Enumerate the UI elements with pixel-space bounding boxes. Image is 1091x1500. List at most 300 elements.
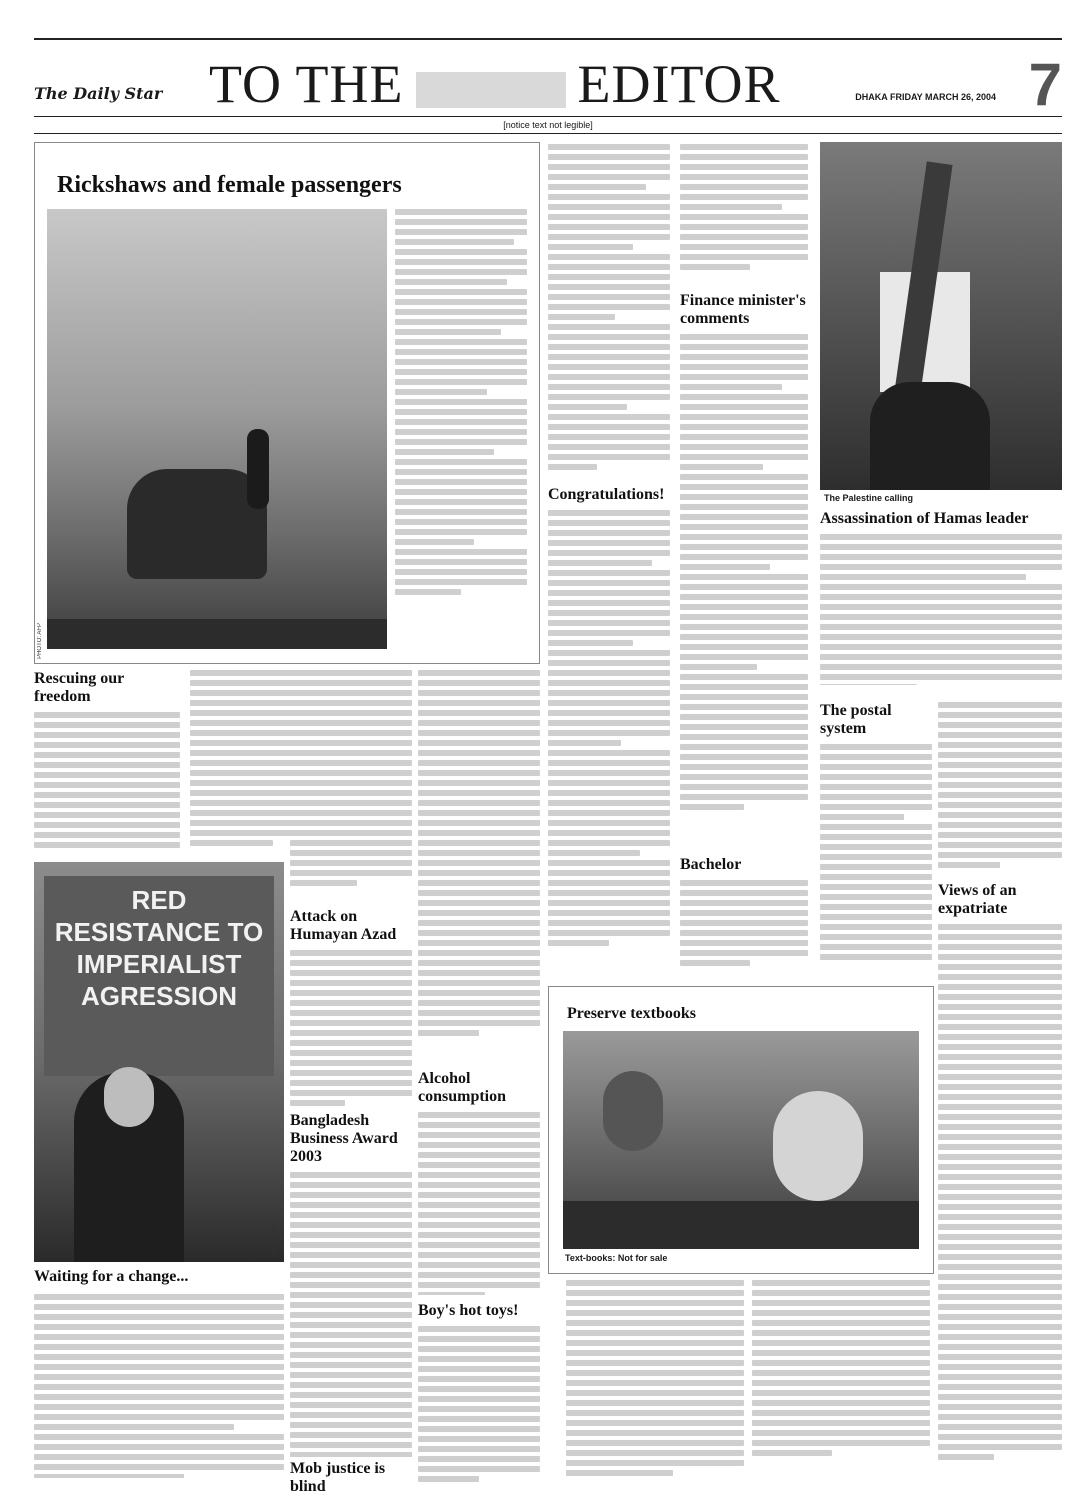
text-line [938, 762, 1062, 768]
text-line [680, 354, 808, 360]
text-line [566, 1360, 744, 1366]
rickshaw-silhouette [127, 469, 267, 579]
text-line [418, 970, 540, 976]
text-line [938, 1424, 1062, 1430]
text-line [34, 1324, 284, 1330]
text-line [548, 354, 670, 360]
text-line [34, 1294, 284, 1300]
text-line [566, 1440, 744, 1446]
text-line [820, 584, 1062, 590]
text-line [418, 1376, 540, 1382]
text-line [566, 1370, 744, 1376]
text-line [680, 394, 808, 400]
text-line [548, 650, 670, 656]
text-line [290, 1432, 412, 1438]
letter-column-top-right [680, 144, 808, 284]
text-line [752, 1360, 930, 1366]
text-line [34, 1354, 284, 1360]
text-line [418, 1262, 540, 1268]
text-line [938, 792, 1062, 798]
text-line [418, 1476, 479, 1482]
text-line [290, 870, 412, 876]
text-line [938, 1294, 1062, 1300]
text-line [820, 614, 1062, 620]
text-line [680, 184, 808, 190]
text-line [938, 1064, 1062, 1070]
text-line [938, 994, 1062, 1000]
masthead [34, 51, 1062, 118]
text-line [418, 810, 540, 816]
text-line [395, 579, 527, 585]
text-line [820, 824, 932, 830]
text-line [938, 772, 1062, 778]
text-line [820, 604, 1062, 610]
text-line [418, 1202, 540, 1208]
text-line [418, 760, 540, 766]
text-line [290, 1090, 412, 1096]
text-line [290, 820, 412, 826]
text-line [548, 244, 633, 250]
text-line [290, 1080, 412, 1086]
text-line [548, 670, 670, 676]
text-line [820, 534, 1062, 540]
text-line [548, 680, 670, 686]
text-line [290, 1212, 412, 1218]
text-line [938, 1214, 1062, 1220]
text-line [548, 860, 670, 866]
headline: Alcohol consumption [418, 1070, 507, 1105]
text-line [680, 434, 808, 440]
text-line [418, 1182, 540, 1188]
text-line [680, 364, 808, 370]
text-line [820, 834, 932, 840]
text-line [418, 680, 540, 686]
text-line [418, 1192, 540, 1198]
text-line [820, 674, 1062, 680]
text-line [680, 920, 808, 926]
text-line [34, 1314, 284, 1320]
text-line [820, 944, 932, 950]
text-line [290, 1232, 412, 1238]
text-line [290, 1050, 412, 1056]
text-line [938, 1404, 1062, 1410]
text-line [680, 614, 808, 620]
text-line [290, 740, 412, 746]
text-line [290, 1010, 412, 1016]
text-line [820, 634, 1062, 640]
text-line [680, 194, 808, 200]
text-line [34, 1304, 284, 1310]
text-line [680, 554, 808, 560]
text-line [938, 702, 1062, 708]
text-line [290, 1070, 412, 1076]
classmates [603, 1071, 663, 1151]
text-line [820, 654, 1062, 660]
waiting-for-change-letter [34, 1268, 284, 1478]
text-line [680, 264, 750, 270]
text-line [418, 1446, 540, 1452]
headline: Rickshaws and female passengers [57, 172, 402, 198]
text-line [418, 700, 540, 706]
rider-silhouette [247, 429, 269, 509]
text-line [418, 1436, 540, 1442]
text-line [548, 780, 670, 786]
palestine-photo [820, 142, 1062, 490]
text-line [290, 700, 412, 706]
text-line [566, 1430, 744, 1436]
text-line [290, 730, 412, 736]
text-line [290, 670, 412, 676]
text-line [34, 1404, 284, 1410]
text-line [548, 600, 670, 606]
text-line [938, 1134, 1062, 1140]
text-line [395, 479, 527, 485]
text-line [938, 832, 1062, 838]
headline: Assassination of Hamas leader [820, 510, 1029, 527]
text-line [418, 1142, 540, 1148]
text-line [290, 960, 412, 966]
text-line [938, 1354, 1062, 1360]
text-line [680, 334, 808, 340]
text-line [680, 754, 808, 760]
text-line [938, 1394, 1062, 1400]
text-line [395, 319, 527, 325]
text-line [548, 760, 670, 766]
text-line [290, 840, 412, 846]
text-line [820, 754, 932, 760]
text-line [418, 730, 540, 736]
text-line [680, 204, 782, 210]
text-line [752, 1410, 930, 1416]
text-line [548, 414, 670, 420]
text-line [290, 1352, 412, 1358]
text-line [752, 1280, 930, 1286]
text-line [820, 774, 932, 780]
envelopes-illustration [416, 72, 566, 108]
text-line [820, 624, 1062, 630]
text-line [34, 1424, 234, 1430]
text-line [548, 284, 670, 290]
text-line [290, 750, 412, 756]
text-line [34, 722, 180, 728]
text-line [290, 1332, 412, 1338]
text-line [395, 239, 514, 245]
newspaper-logo: The Daily Star [34, 84, 163, 103]
text-line [566, 1420, 744, 1426]
text-line [548, 850, 640, 856]
text-line [290, 880, 357, 886]
text-line [938, 934, 1062, 940]
text-line [290, 1452, 412, 1457]
text-line [820, 884, 932, 890]
text-line [680, 424, 808, 430]
text-line [680, 890, 808, 896]
text-line [938, 1234, 1062, 1240]
text-line [820, 864, 932, 870]
text-line [938, 974, 1062, 980]
text-line [418, 1272, 540, 1278]
text-line [548, 204, 670, 210]
text-line [820, 564, 1062, 570]
text-line [548, 940, 609, 946]
text-line [418, 1336, 540, 1342]
text-line [290, 1172, 412, 1178]
text-line [418, 1456, 540, 1462]
text-line [680, 524, 808, 530]
text-line [566, 1330, 744, 1336]
text-line [752, 1310, 930, 1316]
title-right: EDITOR [577, 54, 781, 114]
text-line [680, 244, 808, 250]
text-line [566, 1290, 744, 1296]
text-line [395, 519, 527, 525]
text-line [548, 800, 670, 806]
text-line [938, 1194, 1062, 1200]
alcohol-letter [418, 1070, 540, 1295]
text-line [938, 732, 1062, 738]
text-line [938, 1104, 1062, 1110]
text-line [418, 800, 540, 806]
text-line [938, 1164, 1062, 1170]
text-line [418, 990, 540, 996]
text-line [680, 930, 808, 936]
text-line [680, 654, 808, 660]
text-line [680, 154, 808, 160]
text-line [418, 1356, 540, 1362]
text-line [752, 1400, 930, 1406]
text-line [418, 1292, 485, 1295]
text-line [820, 804, 932, 810]
headline: Rescuing our freedom [34, 670, 124, 705]
text-line [752, 1330, 930, 1336]
text-line [548, 274, 670, 280]
text-line [548, 264, 670, 270]
text-line [395, 429, 527, 435]
text-line [680, 910, 808, 916]
text-line [566, 1280, 744, 1286]
text-line [820, 844, 932, 850]
text-line [752, 1350, 930, 1356]
text-line [34, 762, 180, 768]
text-line [418, 930, 540, 936]
text-line [290, 720, 412, 726]
text-line [548, 164, 670, 170]
text-line [395, 329, 501, 335]
text-line [34, 802, 180, 808]
text-line [938, 1184, 1062, 1190]
text-line [752, 1430, 930, 1436]
text-line [680, 764, 808, 770]
text-line [290, 1412, 412, 1418]
text-line [548, 334, 670, 340]
text-line [290, 790, 412, 796]
protest-sign-text: RED RESISTANCE TO IMPERIALIST AGRESSION [54, 885, 264, 1011]
text-line [418, 1252, 540, 1258]
text-line [548, 224, 670, 230]
text-line [680, 254, 808, 260]
text-line [548, 550, 670, 556]
text-line [566, 1320, 744, 1326]
text-line [938, 1434, 1062, 1440]
text-line [820, 554, 1062, 560]
text-line [820, 594, 1062, 600]
text-line [938, 1304, 1062, 1310]
text-line [418, 750, 540, 756]
text-line [938, 1334, 1062, 1340]
text-line [418, 670, 540, 676]
text-line [938, 1364, 1062, 1370]
text-line [548, 144, 670, 150]
text-line [938, 924, 1062, 930]
text-line [548, 570, 670, 576]
text-line [938, 742, 1062, 748]
text-line [34, 792, 180, 798]
text-line [418, 1112, 540, 1118]
text-line [548, 900, 670, 906]
text-line [418, 1232, 540, 1238]
text-line [418, 740, 540, 746]
text-line [290, 1292, 412, 1298]
headline: Waiting for a change... [34, 1268, 189, 1285]
text-line [938, 1374, 1062, 1380]
text-line [548, 610, 670, 616]
text-line [680, 634, 808, 640]
text-line [566, 1470, 673, 1476]
text-line [418, 960, 540, 966]
text-line [418, 1416, 540, 1422]
text-line [290, 1192, 412, 1198]
text-line [290, 830, 412, 836]
text-line [938, 812, 1062, 818]
text-line [548, 174, 670, 180]
text-line [938, 1074, 1062, 1080]
text-line [418, 870, 540, 876]
text-line [418, 770, 540, 776]
text-line [680, 174, 808, 180]
text-line [290, 780, 412, 786]
text-line [938, 752, 1062, 758]
text-line [418, 1426, 540, 1432]
text-line [548, 344, 670, 350]
text-line [548, 890, 670, 896]
text-line [395, 589, 461, 595]
text-line [820, 924, 932, 930]
text-line [752, 1440, 930, 1446]
text-line [938, 1264, 1062, 1270]
section-title [209, 54, 909, 114]
text-line [938, 1414, 1062, 1420]
text-line [752, 1300, 930, 1306]
text-line [290, 1262, 412, 1268]
text-line [395, 449, 494, 455]
text-line [548, 580, 670, 586]
text-line [290, 1372, 412, 1378]
text-line [938, 1254, 1062, 1260]
text-line [938, 1094, 1062, 1100]
text-line [290, 1322, 412, 1328]
text-line [34, 812, 180, 818]
text-line [566, 1380, 744, 1386]
text-line [395, 289, 527, 295]
text-line [938, 1204, 1062, 1210]
text-line [548, 730, 670, 736]
text-line [290, 1272, 412, 1278]
text-line [680, 484, 808, 490]
text-line [548, 810, 670, 816]
text-line [290, 800, 412, 806]
text-line [418, 710, 540, 716]
text-line [34, 1474, 184, 1478]
headline: Bachelor [680, 856, 742, 873]
text-line [395, 299, 527, 305]
text-line [566, 1300, 744, 1306]
text-line [290, 1252, 412, 1258]
finance-minister-letter [680, 292, 808, 832]
text-line [938, 1004, 1062, 1010]
text-line [680, 940, 808, 946]
photo-credit: PHOTO: AFP [272, 1222, 278, 1258]
text-line [290, 1442, 412, 1448]
text-line [395, 279, 507, 285]
text-line [752, 1290, 930, 1296]
text-line [418, 860, 540, 866]
humayan-azad-letter [290, 908, 412, 1108]
text-line [820, 684, 917, 685]
text-line [680, 224, 808, 230]
text-line [566, 1390, 744, 1396]
text-line [938, 1314, 1062, 1320]
text-line [566, 1350, 744, 1356]
text-line [290, 1312, 412, 1318]
text-line [548, 750, 670, 756]
bachelor-letter [680, 856, 808, 976]
text-line [938, 1154, 1062, 1160]
text-line [290, 850, 412, 856]
text-line [395, 529, 527, 535]
article-body [395, 209, 527, 649]
text-line [680, 544, 808, 550]
text-line [820, 894, 932, 900]
text-line [680, 664, 757, 670]
text-line [548, 530, 670, 536]
text-line [34, 712, 180, 718]
text-line [548, 234, 670, 240]
text-line [418, 950, 540, 956]
text-line [548, 920, 670, 926]
text-line [418, 1152, 540, 1158]
text-line [820, 904, 932, 910]
text-line [938, 1144, 1062, 1150]
photo-credit: PHOTO: AFP [37, 623, 43, 659]
text-line [190, 840, 273, 846]
text-line [548, 910, 670, 916]
text-line [290, 810, 412, 816]
text-line [418, 910, 540, 916]
text-line [548, 930, 670, 936]
desks [563, 1201, 919, 1249]
text-line [548, 690, 670, 696]
text-line [938, 1114, 1062, 1120]
text-line [566, 1340, 744, 1346]
headline: Congratulations! [548, 486, 665, 503]
text-line [680, 804, 744, 810]
text-line [290, 1302, 412, 1308]
text-line [680, 384, 782, 390]
text-line [34, 822, 180, 828]
text-line [418, 1122, 540, 1128]
text-line [395, 389, 487, 395]
text-line [395, 439, 527, 445]
